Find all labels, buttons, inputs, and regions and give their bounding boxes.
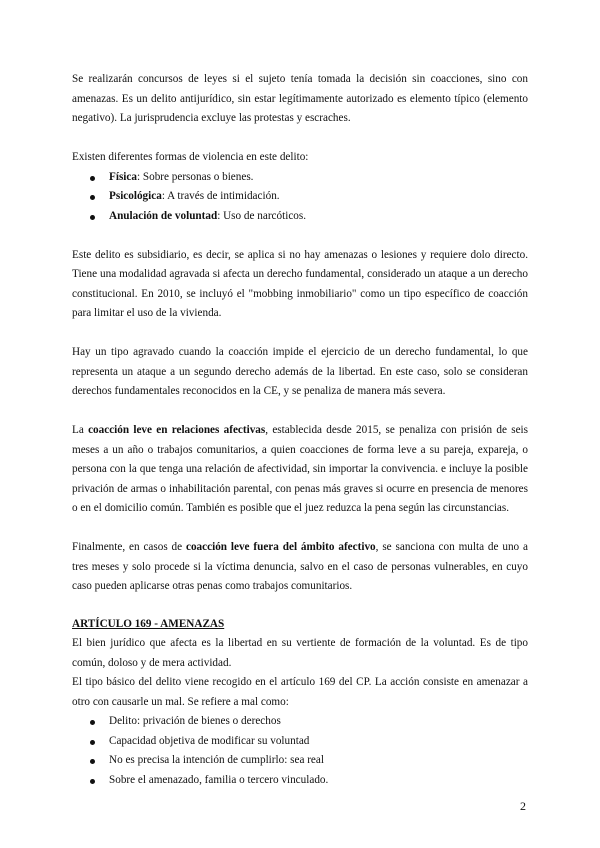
desc-anulacion: : Uso de narcóticos. [217,209,307,222]
mal-list [72,712,528,790]
list-item-anulacion [72,207,528,227]
paragraph-concursos: Se realizarán concursos de leyes si el sujeto tenía tomada la decisión sin coacciones, sino con amenazas. Es un delito antijurídico, sin estar legítimamente autorizado es elemento típico (elemento negativo). La jurisprudencia excluye las protestas y escraches. [72,73,528,124]
paragraph-coaccion-leve-afectiva [72,421,528,519]
list-item: Sobre el amenazado, familia o tercero vinculado. [72,771,528,791]
text-span: , establecida desde 2015, se penaliza con prisión de seis meses a un año o trabajos comunitarios, a quien coacciones de forma leve a su pareja, expareja, o persona con la que tenga una relación de afectividad, sin importar la convivencia. e incluye la posible privación de armas o inhabilitación parental, con penas más graves si ocurre en presencia de menores o en el domicilio común. También es posible que el juez reduzca la pena según las circunstancias. [72,424,528,514]
list-item: Capacidad objetiva de modificar su voluntad [72,732,528,752]
text-span: La [72,424,89,436]
list-item-psicologica [72,187,528,207]
desc-fisica: : Sobre personas o bienes. [136,170,254,183]
section-heading: ARTÍCULO 169 - AMENAZAS [72,617,225,630]
term-psicologica: Psicológica [109,190,162,202]
text-span: Finalmente, en casos de [72,541,186,553]
bold-term: coacción leve fuera del ámbito afectivo [186,541,376,553]
page-content [72,70,528,790]
list-item: No es precisa la intención de cumplirlo: sea real [72,751,528,771]
term-fisica: Física [109,170,137,183]
paragraph-tipo-agravado: Hay un tipo agravado cuando la coacción impide el ejercicio de un derecho fundamental, lo que representa un ataque a un segundo derecho además de la libertad. En este caso, solo se consideran derechos fundamentales reconocidos en la CE, y se penaliza de manera más severa. [72,346,528,397]
paragraph-formas-violencia: Existen diferentes formas de violencia en este delito: [72,151,309,163]
list-item-fisica [72,168,528,188]
bold-term: coacción leve en relaciones afectivas [88,424,266,436]
page-number: 2 [520,799,526,813]
paragraph-coaccion-leve-fuera [72,538,528,597]
desc-psicologica: : A través de intimidación. [161,190,280,202]
text-span: , se sanciona con multa de uno a tres meses y solo procede si la víctima denuncia, salvo en el caso de personas vulnerables, en cuyo caso pueden aplicarse otras penas como trabajos comunitarios. [72,541,528,592]
term-anulacion: Anulación de voluntad [109,209,218,222]
list-item: Delito: privación de bienes o derechos [72,712,528,732]
paragraph-tipo-basico: El tipo básico del delito viene recogido en el artículo 169 del CP. La acción consiste en amenazar a otro con causarle un mal. Se refiere a mal como: [72,676,528,708]
violence-forms-list [72,168,528,227]
paragraph-subsidiario: Este delito es subsidiario, es decir, se aplica si no hay amenazas o lesiones y requiere dolo directo. Tiene una modalidad agravada si afecta un derecho fundamental, considerado un ataque a un derecho constitucional. En 2010, se incluyó el "mobbing inmobiliario" como un tipo específico de coacción para limitar el uso de la vivienda. [72,248,528,319]
paragraph-bien-juridico: El bien jurídico que afecta es la libertad en su vertiente de formación de la voluntad. Es de tipo común, doloso y de mera actividad. [72,637,528,669]
